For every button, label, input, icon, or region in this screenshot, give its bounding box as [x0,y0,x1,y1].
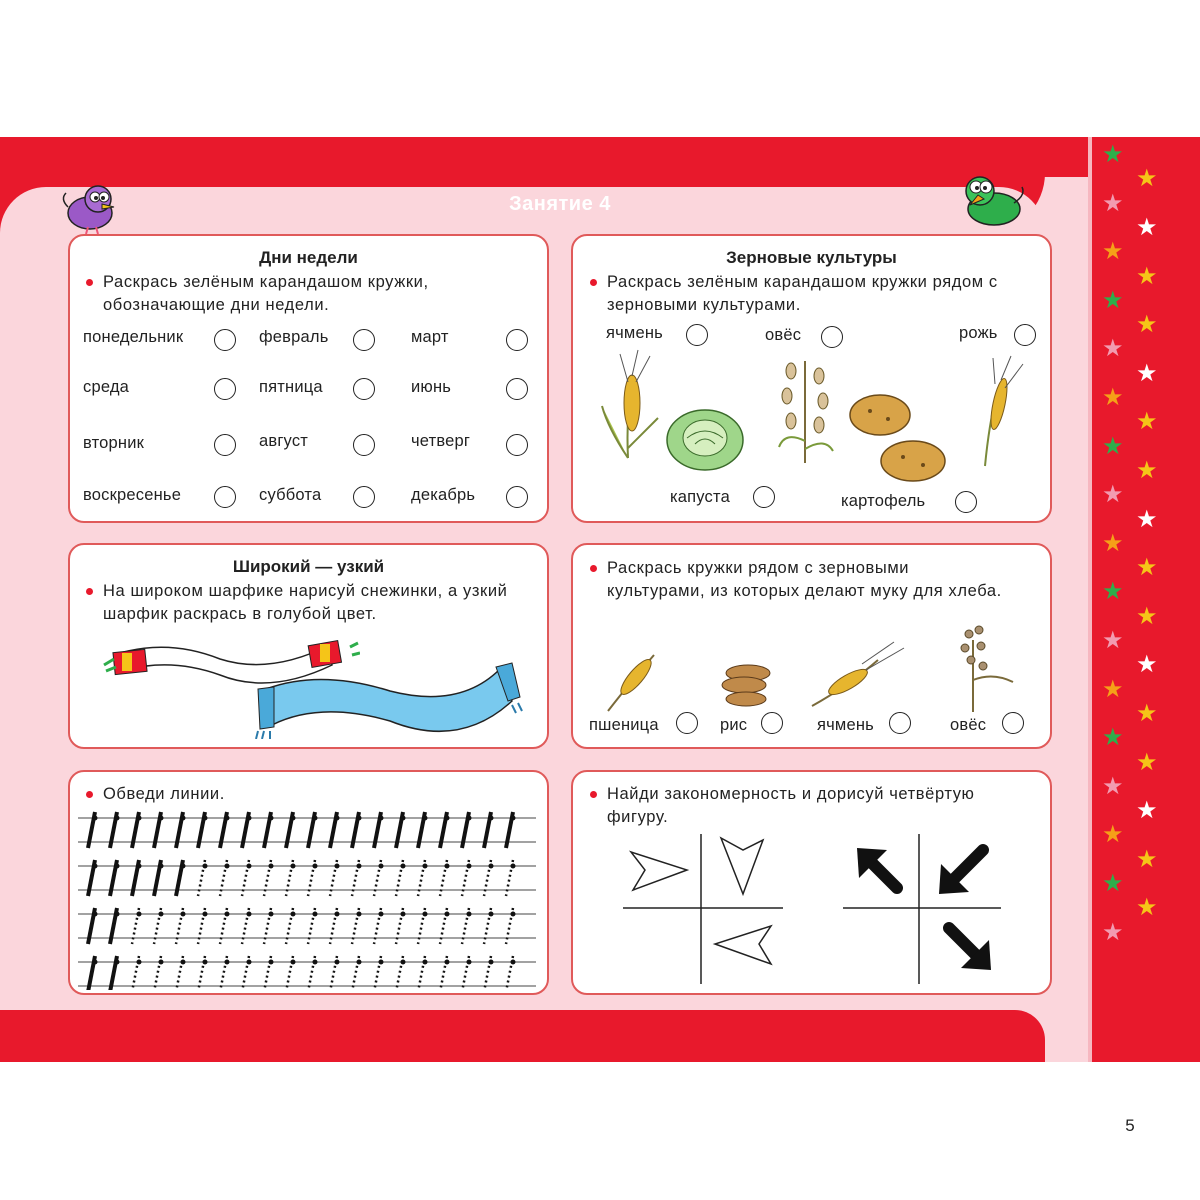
tracing-dot [357,864,362,869]
tracing-dot [445,960,450,965]
tracing-dot [401,960,406,965]
tracing-dot [247,960,252,965]
tracing-dot [423,864,428,869]
label-oats-flour: овёс [950,716,987,734]
circle-oats-flour[interactable] [1002,712,1024,734]
green-bird-icon [950,165,1030,231]
star-icon: ★ [1136,456,1158,484]
tracing-dot [159,912,164,917]
tracing-dot [357,816,362,821]
tracing-dot [93,816,98,821]
tracing-dot [181,912,186,917]
label-rye: рожь [959,324,998,342]
tracing-dot [467,912,472,917]
tracing-dot [489,960,494,965]
star-icon: ★ [1102,578,1124,606]
flour-instruction: Раскрась кружки рядом с зерновыми культурами, из которых делают муку для хлеба. [607,557,1012,603]
tracing-dot [269,960,274,965]
days-card [68,234,549,523]
tracing-dot [335,912,340,917]
purple-bird-icon [58,177,128,237]
star-icon: ★ [1136,651,1158,679]
tracing-dot [203,960,208,965]
tracing-dot [291,816,296,821]
star-icon: ★ [1136,845,1158,873]
star-icon: ★ [1136,602,1158,630]
footer-band [0,1010,1045,1062]
star-icon: ★ [1136,311,1158,339]
circle-rice[interactable] [761,712,783,734]
flour-card [571,543,1052,749]
star-icon: ★ [1102,189,1124,217]
star-icon: ★ [1136,359,1158,387]
pattern-card [571,770,1052,995]
label-wheat: пшеница [589,716,659,734]
oats-flour-icon [943,620,1018,715]
barley-flour-icon [808,640,908,710]
tracing-dot [247,912,252,917]
star-icon: ★ [1102,870,1124,897]
star-icon: ★ [1102,918,1124,946]
star-icon: ★ [1102,141,1124,168]
tracing-dot [247,816,252,821]
circle-potato[interactable] [955,491,977,513]
page-number: 5 [1125,1116,1135,1135]
tracing-dot [225,912,230,917]
circle-august[interactable] [353,434,375,456]
tracing-dot [93,960,98,965]
tracing-dot [269,912,274,917]
pattern-instruction: Найди закономерность и дорисуй четвёртую фигуру. [607,783,1007,829]
scarf-card [68,543,549,749]
circle-december[interactable] [506,486,528,508]
star-icon: ★ [1136,505,1158,533]
word-saturday: суббота [259,486,322,504]
word-june: июнь [411,378,452,396]
tracing-dot [379,960,384,965]
star-icon: ★ [1136,554,1158,582]
circle-wheat[interactable] [676,712,698,734]
star-icon: ★ [1102,627,1124,654]
word-monday: понедельник [83,328,184,346]
tracing-dot [467,960,472,965]
tracing-dot [181,864,186,869]
tracing-dot [115,816,120,821]
grains-title: Зерновые культуры [726,248,897,267]
tracing-dot [379,912,384,917]
label-oats: овёс [765,326,802,344]
star-icon: ★ [1136,797,1158,825]
star-icon: ★ [1136,165,1158,193]
star-icon: ★ [1102,821,1124,849]
rice-icon [718,663,778,708]
circle-barley-flour[interactable] [889,712,911,734]
circle-saturday[interactable] [353,486,375,508]
star-icon: ★ [1102,432,1124,460]
tracing-dot [225,816,230,821]
label-barley-flour: ячмень [817,716,874,734]
tracing-lines[interactable] [78,810,538,990]
tracing-dot [115,960,120,965]
tracing-dot [203,816,208,821]
star-icon: ★ [1102,529,1124,557]
arrowhead-left-icon [715,926,771,964]
tracing-dot [445,864,450,869]
rye-icon [971,354,1031,469]
tracing-dot [225,960,230,965]
circle-tuesday[interactable] [214,434,236,456]
pattern-grid-right [843,834,1003,984]
circle-monday[interactable] [214,329,236,351]
label-potato: картофель [841,492,926,510]
circle-february[interactable] [353,329,375,351]
workbook-page [0,137,1200,1135]
tracing-dot [313,816,318,821]
circle-sunday[interactable] [214,486,236,508]
wide-scarf-icon [250,649,530,739]
tracing-dot [159,960,164,965]
tracing-dot [181,960,186,965]
word-tuesday: вторник [83,434,145,452]
circle-cabbage[interactable] [753,486,775,508]
potato-icon [848,391,948,486]
circle-barley[interactable] [686,324,708,346]
circle-friday[interactable] [353,378,375,400]
arrowhead-down-icon [721,838,763,894]
tracing-dot [137,960,142,965]
pattern-grid-left [623,834,783,984]
tracing-dot [423,912,428,917]
star-icon: ★ [1136,894,1158,922]
tracing-dot [423,960,428,965]
scarf-title: Широкий — узкий [232,557,385,576]
tracing-dot [269,816,274,821]
tracing-dot [335,816,340,821]
tracing-dot [115,864,120,869]
wheat-icon [598,645,668,715]
word-sunday: воскресенье [83,486,182,504]
circle-oats[interactable] [821,326,843,348]
word-march: март [411,328,449,346]
grains-card [571,234,1052,523]
tracing-dot [137,816,142,821]
tracing-dot [401,912,406,917]
tracing-dot [511,816,516,821]
tracing-dot [423,816,428,821]
tracing-dot [489,816,494,821]
tracing-dot [511,864,516,869]
circle-wednesday[interactable] [214,378,236,400]
tracing-dot [379,864,384,869]
arrowhead-right-icon [631,852,687,890]
tracing-dot [137,864,142,869]
circle-rye[interactable] [1014,324,1036,346]
word-february: февраль [259,328,329,346]
tracing-dot [159,816,164,821]
star-icon: ★ [1102,772,1124,800]
tracing-dot [467,864,472,869]
days-instruction: Раскрась зелёным карандашом кружки, обозначающие дни недели. [103,271,533,317]
star-icon: ★ [1136,213,1158,241]
tracing-dot [379,816,384,821]
tracing-dot [335,864,340,869]
star-icon: ★ [1102,481,1124,509]
tracing-dot [445,816,450,821]
star-icon: ★ [1136,748,1158,776]
tracing-dot [225,864,230,869]
tracing-dot [93,864,98,869]
tracing-dot [489,912,494,917]
star-icon: ★ [1102,335,1124,363]
tracing-dot [137,912,142,917]
tracing-dot [247,864,252,869]
tracing-dot [357,912,362,917]
circle-thursday[interactable] [506,434,528,456]
circle-march[interactable] [506,329,528,351]
tracing-dot [181,816,186,821]
star-icon: ★ [1102,238,1124,266]
tracing-dot [467,816,472,821]
tracing-dot [203,864,208,869]
word-thursday: четверг [411,432,471,450]
tracing-dot [401,864,406,869]
oats-icon [771,351,841,466]
tracing-dot [357,960,362,965]
word-friday: пятница [259,378,323,396]
tracing-dot [511,912,516,917]
tracing-dot [489,864,494,869]
cabbage-icon [665,404,745,474]
tracing-dot [291,912,296,917]
tracing-dot [401,816,406,821]
label-rice: рис [720,716,748,734]
grains-instruction: Раскрась зелёным карандашом кружки рядом с зерновыми культурами. [607,271,1032,317]
star-icon: ★ [1136,699,1158,727]
tracing-dot [313,864,318,869]
word-august: август [259,432,309,450]
lines-card [68,770,549,995]
tracing-dot [115,912,120,917]
word-december: декабрь [411,486,476,504]
tracing-dot [203,912,208,917]
tracing-dot [93,912,98,917]
tracing-dot [159,864,164,869]
label-barley: ячмень [606,324,663,342]
scarf-instruction: На широком шарфике нарисуй снежинки, а узкий шарфик раскрась в голубой цвет. [103,580,538,626]
star-icon: ★ [1102,384,1124,411]
tracing-dot [445,912,450,917]
circle-june[interactable] [506,378,528,400]
tracing-dot [291,960,296,965]
word-wednesday: среда [83,378,130,396]
tracing-dot [269,864,274,869]
tracing-dot [511,960,516,965]
star-icon: ★ [1102,675,1124,703]
star-icon: ★ [1136,408,1158,436]
tracing-dot [335,960,340,965]
tracing-dot [313,960,318,965]
star-icon: ★ [1102,286,1124,314]
lesson-title: Занятие 4 [509,193,611,215]
star-icon: ★ [1136,262,1158,290]
tracing-dot [291,864,296,869]
days-title: Дни недели [259,248,358,267]
tracing-dot [313,912,318,917]
lines-instruction: Обведи линии. [103,783,503,806]
star-icon: ★ [1102,724,1124,752]
label-cabbage: капуста [670,488,730,506]
